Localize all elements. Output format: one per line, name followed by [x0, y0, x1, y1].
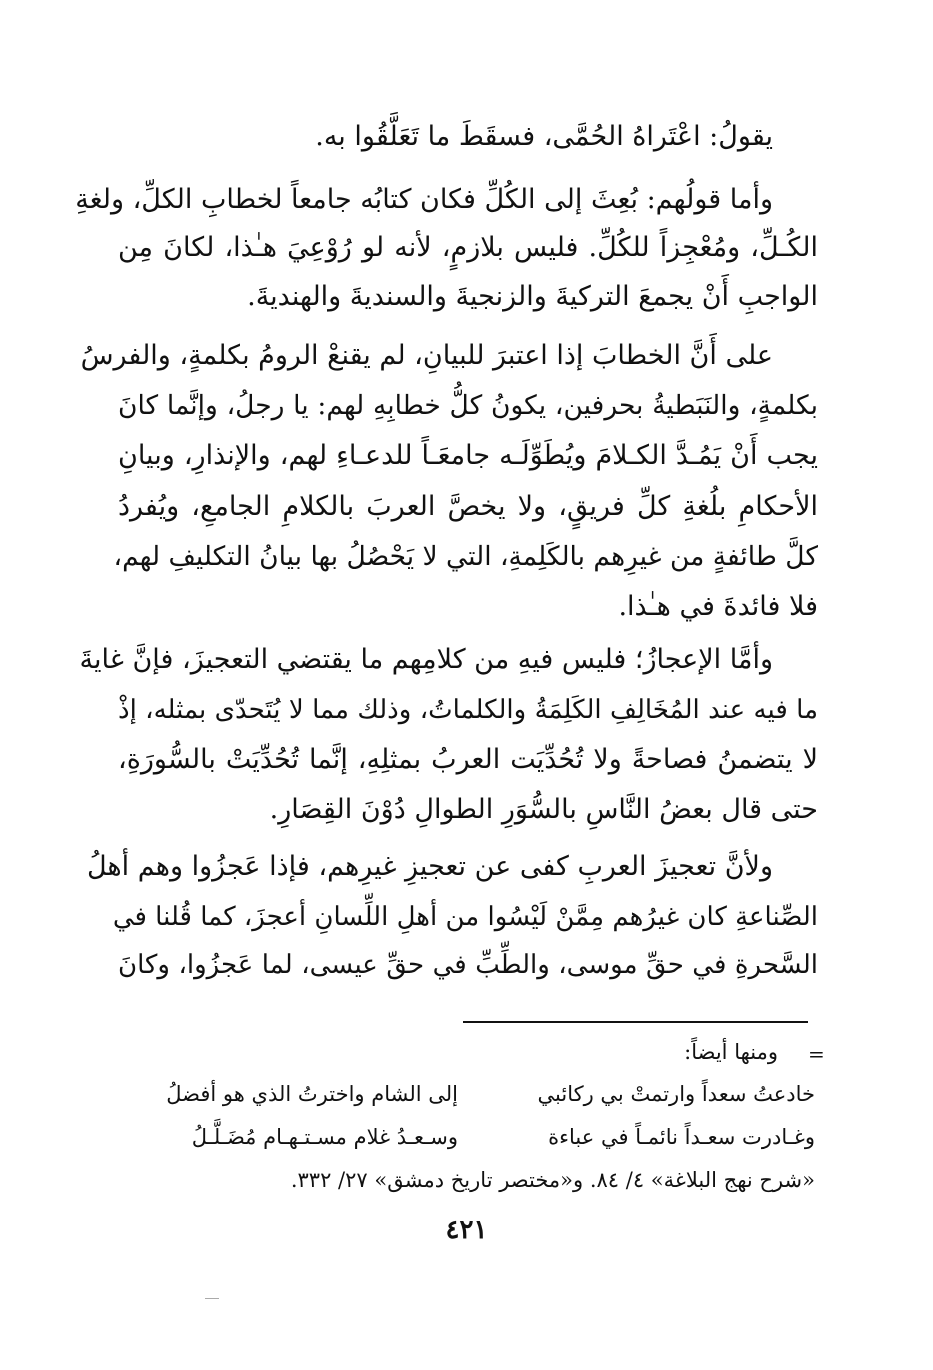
page-number: ٤٢١	[445, 1215, 488, 1245]
text-line: ولأنَّ تعجيزَ العربِ كفى عن تعجيزِ غيرِهم، فإذا عَجزُوا وهم أهلُ	[86, 851, 773, 882]
text-line: لا يتضمنُ فصاحةً ولا تُحُدِّيَت العربُ بمثلِهِ، إنَّما تُحُدِّيَتْ بالسُّورَةِ،	[118, 744, 818, 775]
footnote-separator	[463, 1021, 808, 1023]
text-line: على أَنَّ الخطابَ إذا اعتبرَ للبيانِ، لم يقنعْ الرومُ بكلمةٍ، والفرسُ	[80, 340, 773, 371]
text-line: الصِّناعةِ كان غيرُهم مِمَّنْ لَيْسُوا من أهلِ اللِّسانِ أعجزَ، كما قُلنا في	[112, 902, 818, 932]
footnote-source: «شرح نهج البلاغة» ٤/ ٨٤. و«مختصر تاريخ دمشق» ٢٧/ ٣٣٢.	[290, 1168, 815, 1192]
text-line: يجب أَنْ يَمُـدَّ الكـلامَ ويُطَوِّلَـه جامعَـاً للدعـاءِ لهم، والإنذارِ، وبيانِ	[118, 440, 818, 471]
verse-hemistich: إلى الشام واخترتُ الذي هو أفضلُ	[166, 1082, 458, 1106]
text-line: بكلمةٍ، والنَبَطيةُ بحرفين، يكونُ كلُّ خطابِهِ لهم: يا رجلُ، وإنَّما كانَ	[118, 390, 818, 421]
text-line: وأمَّا الإعجازُ؛ فليس فيهِ من كلامِهم ما يقتضي التعجيزَ، فإنَّ غايةَ	[79, 644, 773, 675]
text-line: فلا فائدةَ في هـٰذا.	[618, 591, 818, 622]
verse-hemistich: وغـادرت سعـداً نائمـاً في عباءة	[548, 1125, 815, 1149]
text-line: كلَّ طائفةٍ من غيرِهم بالكَلِمةِ، التي لا يَحْصُلُ بها بيانُ التكليفِ لهم،	[113, 541, 818, 572]
verse-hemistich: وسـعـدُ غلام مسـتـهـام مُضَـلَّـلُ	[191, 1125, 458, 1149]
text-line: حتى قال بعضُ النَّاسِ بالسُّوَرِ الطوالِ دُوْنَ القِصَارِ.	[269, 794, 818, 825]
footnote-intro: ومنها أيضاً:	[684, 1040, 778, 1064]
text-line: ما فيه عند المُخَالِفِ الكَلِمَةُ والكلماتُ، وذلك مما لا يُتَحدّى بمثله، إذْ	[118, 695, 818, 725]
text-line: وأما قولُهم: بُعِثَ إلى الكُلِّ فكان كتابُه جامعاً لخطابِ الكلِّ، ولغةِ	[75, 184, 773, 215]
text-line: الواجبِ أَنْ يجمعَ التركيةَ والزنجيةَ والسنديةَ والهنديةَ.	[247, 281, 818, 312]
text-line: يقولُ: اعْتَراهُ الحُمَّى، فسقَطَ ما تَعَلَّقُوا به.	[315, 121, 773, 152]
scan-mark	[205, 1298, 219, 1299]
verse-hemistich: خادعتُ سعداً وارتمتْ بي ركائبي	[537, 1082, 815, 1106]
text-line: الكُـلِّ، ومُعْجِزاً للكُلِّ. فليس بلازمٍ، لأنه لو رُوْعِيَ هـٰذا، لكانَ مِن	[118, 232, 818, 263]
text-line: الأحكامِ بلُغةِ كلِّ فريقٍ، ولا يخصَّ العربَ بالكلامِ الجامعِ، ويُفردُ	[118, 491, 818, 522]
footnote-continuation-marker: =	[808, 1042, 825, 1066]
text-line: السَّحرةِ في حقِّ موسى، والطِّبِّ في حقِّ عيسى، لما عَجزُوا، وكانَ	[118, 950, 818, 980]
